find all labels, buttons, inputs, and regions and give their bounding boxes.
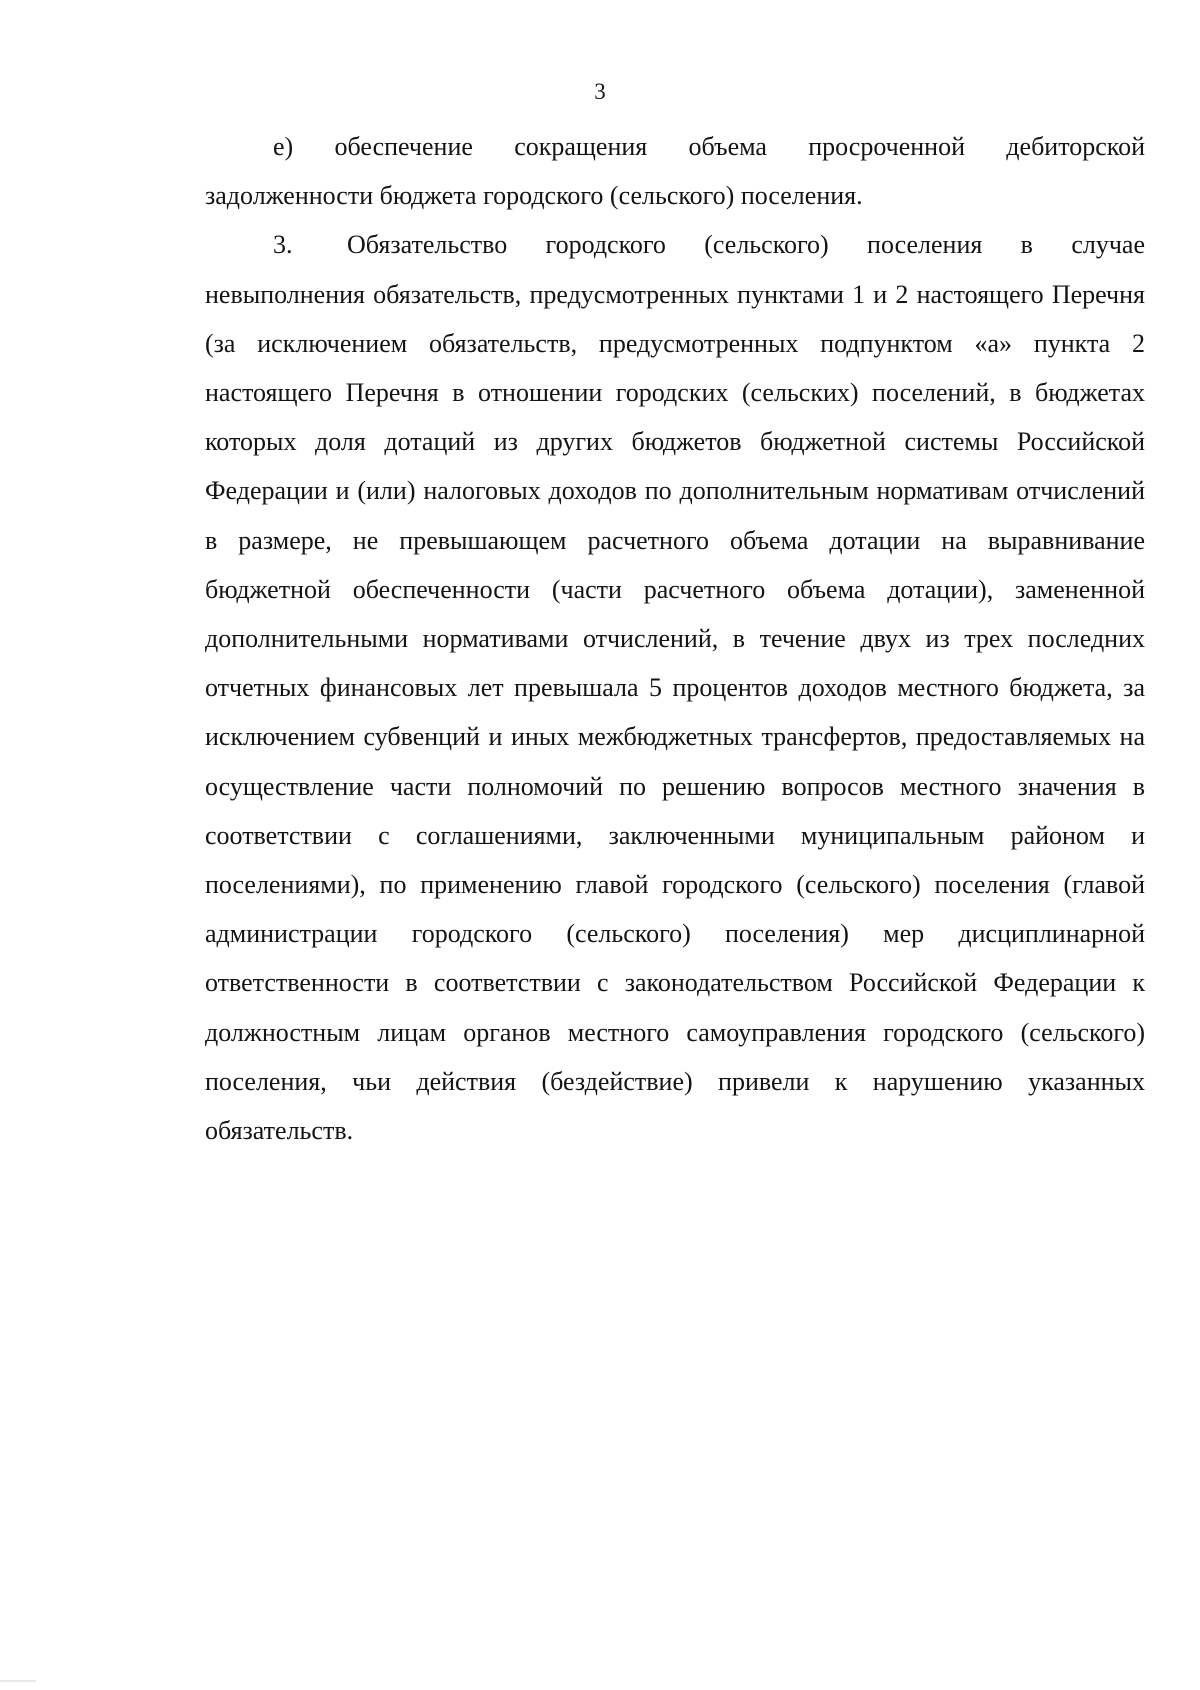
paragraph-subitem-e [205,122,1145,220]
paragraph-text: Обязательство городского (сельского) поселения в случае невыполнения обязательств, предусмотренных пунктами 1 и 2 настоящего Перечня (за исключением обязательств, предусмотренных подпунктом «а» пункта 2 настоящего Перечня в отношении городских (сельских) поселений, в бюджетах которых доля дотаций из других бюджетов бюджетной системы Российской Федерации и (или) налоговых доходов по дополнительным нормативам отчислений в размере, не превышающем расчетного объема дотации на выравнивание бюджетной обеспеченности (части расчетного объема дотации), замененной дополнительными нормативами отчислений, в течение двух из трех последних отчетных финансовых лет превышала 5 процентов доходов местного бюджета, за исключением субвенций и иных межбюджетных трансфертов, предоставляемых на осуществление части полномочий по решению вопросов местного значения в соответствии с соглашениями, заключенными муниципальным районом и поселениями), по применению главой городского (сельского) поселения (главой администрации городского (сельского) поселения) мер дисциплинарной ответственности в соответствии с законодательством Российской Федерации к должностным лицам органов местного самоуправления городского (сельского) поселения, чьи действия (бездействие) привели к нарушению указанных обязательств. [205,230,1145,1146]
document-body [205,122,1145,1155]
paragraph-text: е) обеспечение сокращения объема просроченной дебиторской задолженности бюджета городского (сельского) поселения. [205,132,1145,211]
scan-edge-artifact [0,1680,1200,1682]
paragraph-item-3 [205,220,1145,1155]
page-number: 3 [594,79,606,104]
paragraph-number: 3. [273,230,293,260]
